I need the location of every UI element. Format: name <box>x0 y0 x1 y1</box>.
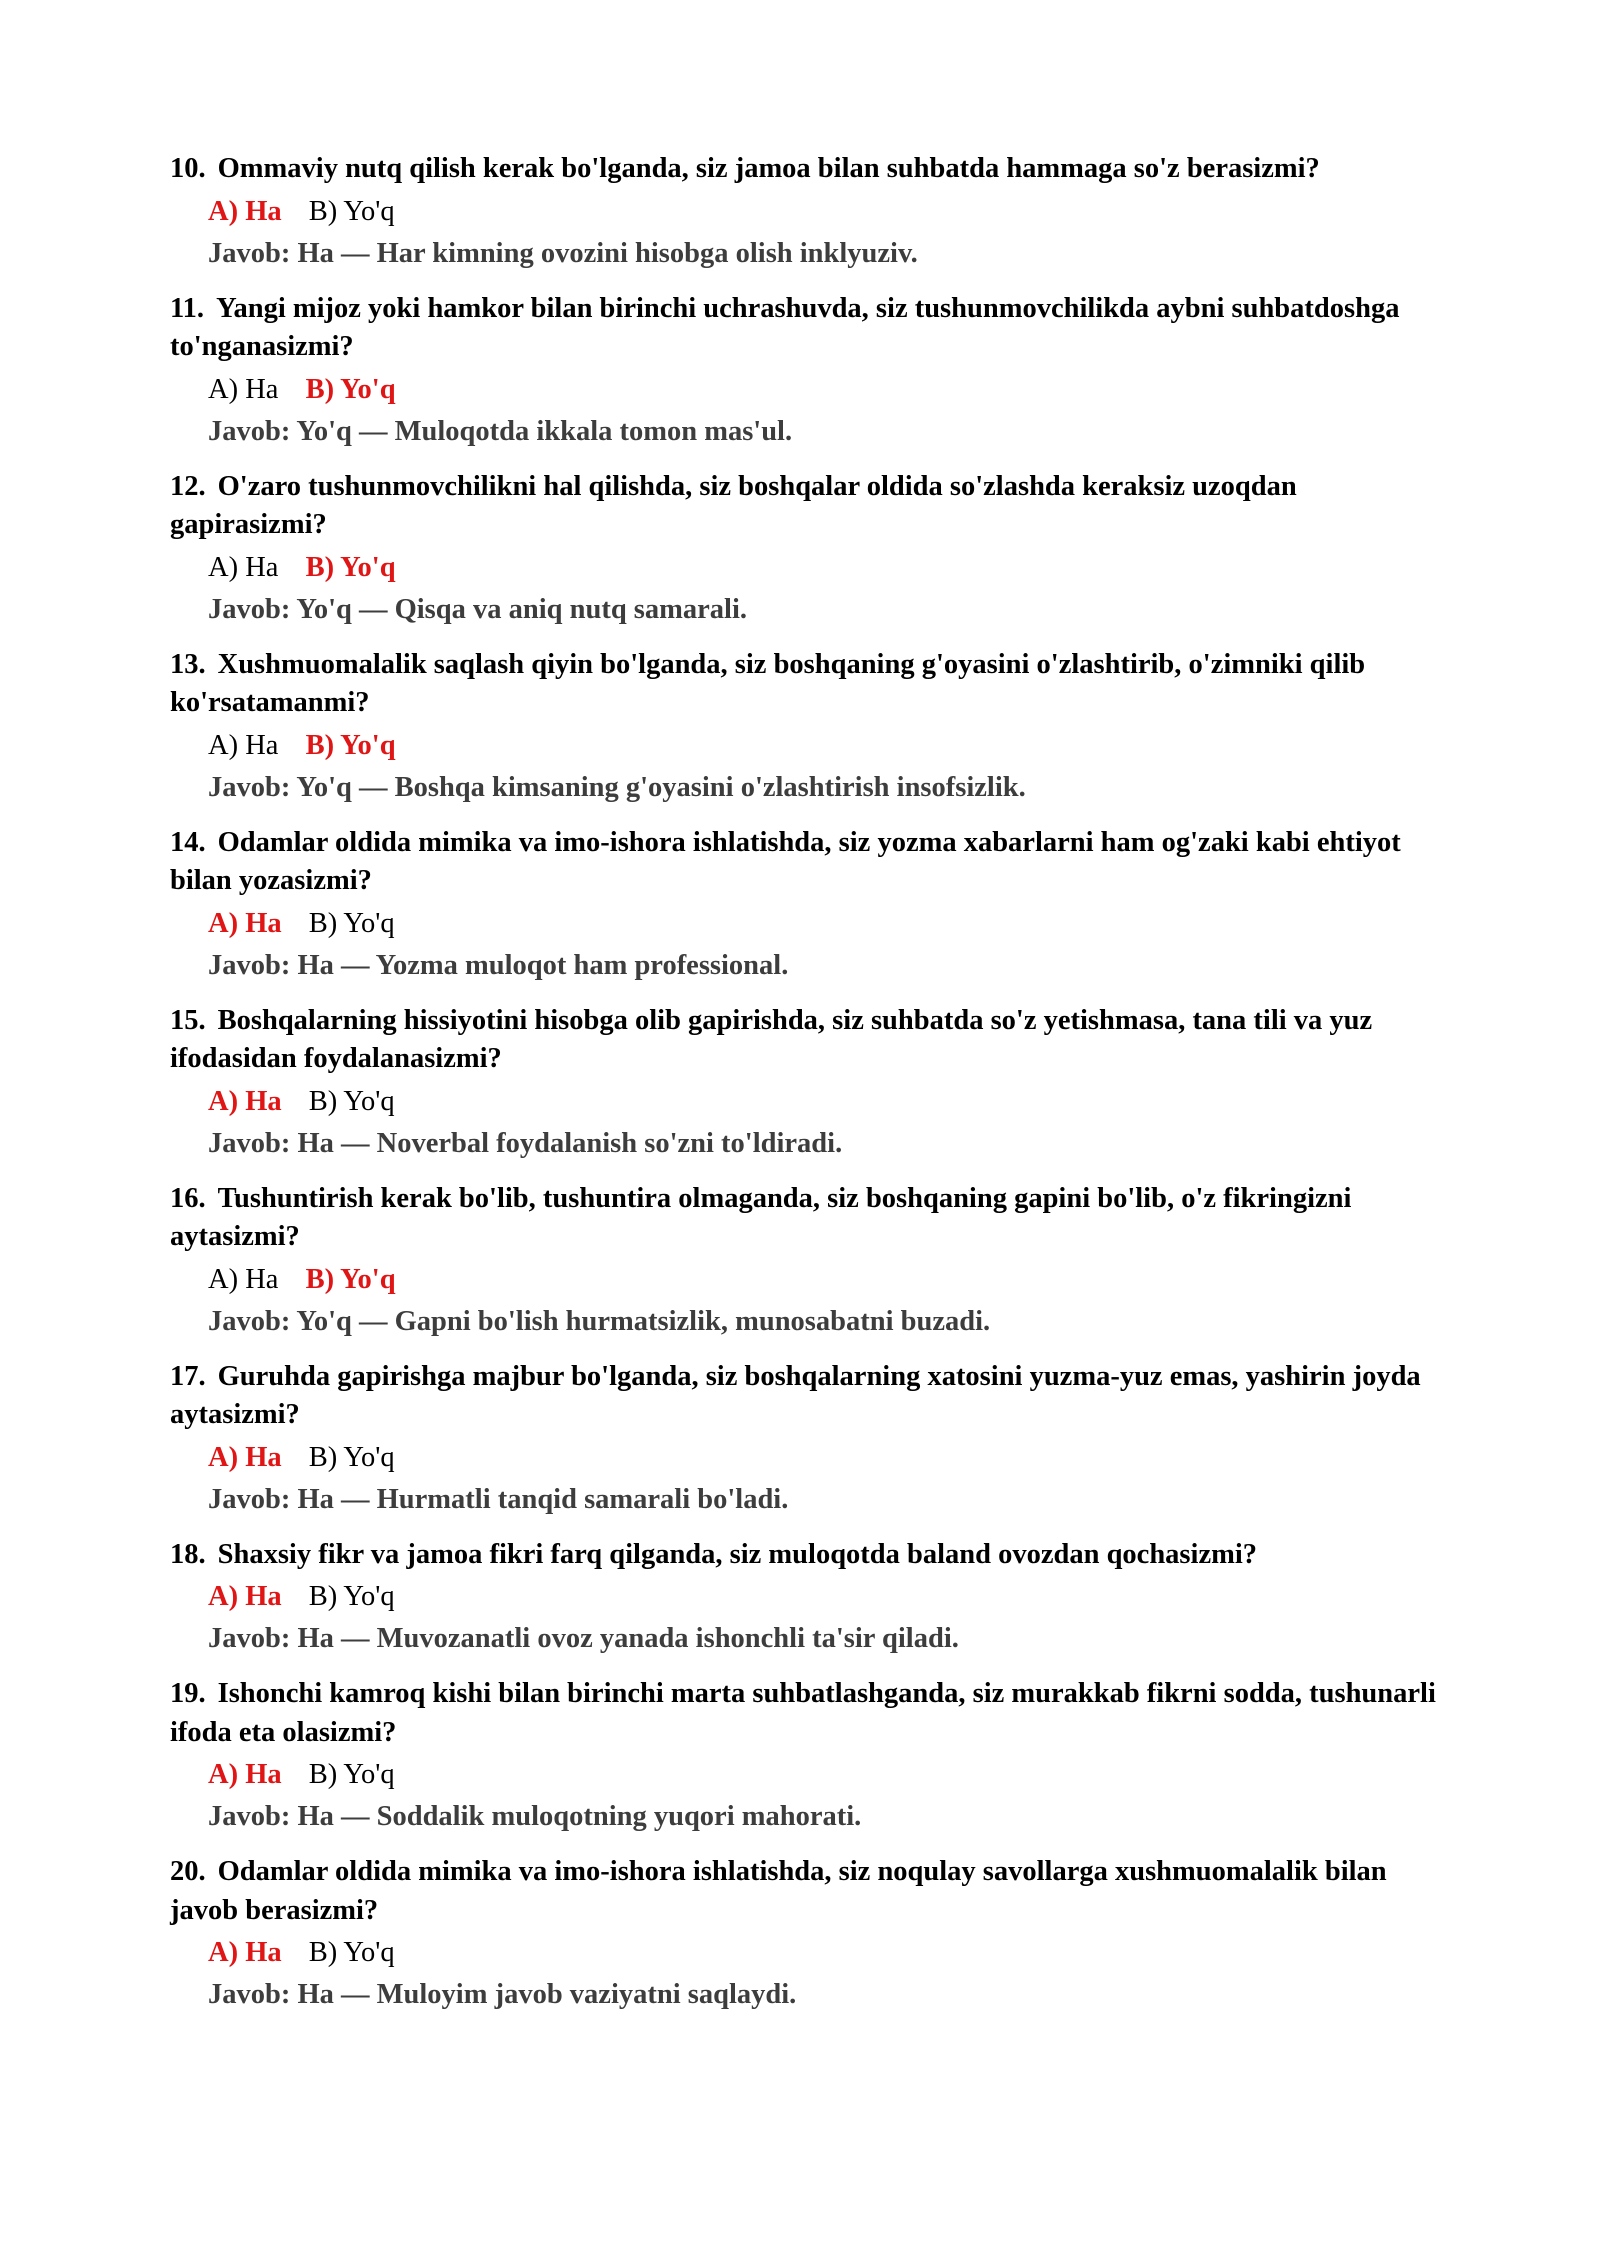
option-a: A) Ha <box>208 195 282 227</box>
question-item <box>170 290 1440 451</box>
question-body: Xushmuomalalik saqlash qiyin bo'lganda, siz boshqaning g'oyasini o'zlashtirib, o'zimniki qilib ko'rsatamanmi? <box>170 648 1366 718</box>
option-a: A) Ha <box>208 1441 282 1473</box>
question-number: 19. <box>170 1678 206 1709</box>
question-text <box>170 150 1440 189</box>
question-body: Shaxsiy fikr va jamoa fikri farq qilganda, siz muloqotda baland ovozdan qochasizmi? <box>217 1538 1257 1570</box>
answer-options <box>208 1578 1440 1616</box>
question-body: Tushuntirish kerak bo'lib, tushuntira olmaganda, siz boshqaning gapini bo'lib, o'z fikringizni aytasizmi? <box>170 1182 1352 1252</box>
option-a: A) Ha <box>208 1759 282 1790</box>
option-b: B) Yo'q <box>305 729 396 761</box>
answer-explanation: Javob: Yo'q — Muloqotda ikkala tomon mas'ul. <box>208 415 793 447</box>
option-b: B) Yo'q <box>308 1581 395 1612</box>
option-b: B) Yo'q <box>308 195 395 227</box>
answer-options <box>208 1261 1440 1299</box>
option-b: B) Yo'q <box>305 373 396 405</box>
answer-explanation: Javob: Ha — Soddalik muloqotning yuqori mahorati. <box>208 1801 862 1832</box>
question-number: 14. <box>170 826 206 858</box>
answer-options <box>208 727 1440 765</box>
option-b: B) Yo'q <box>305 551 396 583</box>
question-number: 18. <box>170 1538 206 1570</box>
question-item <box>170 1002 1440 1163</box>
question-text <box>170 824 1440 901</box>
question-body: Ommaviy nutq qilish kerak bo'lganda, siz jamoa bilan suhbatda hammaga so'z berasizmi? <box>217 153 1320 184</box>
question-number: 15. <box>170 1004 206 1036</box>
question-body: Boshqalarning hissiyotini hisobga olib gapirishda, siz suhbatda so'z yetishmasa, tana tili va yuz ifodasidan foydalanasizmi? <box>170 1004 1373 1074</box>
answer-explanation: Javob: Ha — Hurmatli tanqid samarali bo'ladi. <box>208 1483 789 1515</box>
question-body: Odamlar oldida mimika va imo-ishora ishlatishda, siz yozma xabarlarni ham og'zaki kabi ehtiyot bilan yozasizmi? <box>170 826 1401 896</box>
question-text <box>170 468 1440 545</box>
question-text <box>170 1853 1440 1930</box>
option-a: A) Ha <box>208 373 279 405</box>
question-list <box>170 150 1440 2031</box>
question-item <box>170 1675 1440 1836</box>
answer-explanation: Javob: Yo'q — Gapni bo'lish hurmatsizlik, munosabatni buzadi. <box>208 1305 991 1337</box>
question-item <box>170 1358 1440 1519</box>
question-body: Yangi mijoz yoki hamkor bilan birinchi uchrashuvda, siz tushunmovchilikda aybni suhbatdoshga to'nganasizmi? <box>170 292 1400 362</box>
question-text <box>170 1002 1440 1079</box>
answer-options <box>208 371 1440 409</box>
answer-explanation: Javob: Ha — Muloyim javob vaziyatni saqlaydi. <box>208 1979 797 2010</box>
option-a: A) Ha <box>208 1263 279 1295</box>
answer-options <box>208 1756 1440 1794</box>
answer-options <box>208 1934 1440 1972</box>
answer-explanation: Javob: Ha — Har kimning ovozini hisobga olish inklyuziv. <box>208 237 918 269</box>
answer-options <box>208 1439 1440 1477</box>
option-a: A) Ha <box>208 907 282 939</box>
option-a: A) Ha <box>208 1085 282 1117</box>
option-a: A) Ha <box>208 1937 282 1968</box>
option-a: A) Ha <box>208 729 279 761</box>
option-b: B) Yo'q <box>308 1085 395 1117</box>
question-body: Guruhda gapirishga majbur bo'lganda, siz boshqalarning xatosini yuzma-yuz emas, yashirin joyda aytasizmi? <box>170 1360 1421 1430</box>
question-text <box>170 1358 1440 1435</box>
question-item <box>170 1180 1440 1341</box>
question-number: 10. <box>170 153 206 184</box>
question-item <box>170 1853 1440 2014</box>
answer-explanation: Javob: Yo'q — Boshqa kimsaning g'oyasini o'zlashtirish insofsizlik. <box>208 771 1026 803</box>
question-item <box>170 1536 1440 1659</box>
question-body: Odamlar oldida mimika va imo-ishora ishlatishda, siz noqulay savollarga xushmuomalalik bilan javob berasizmi? <box>170 1856 1387 1926</box>
question-item <box>170 150 1440 273</box>
option-b: B) Yo'q <box>305 1263 396 1295</box>
question-body: O'zaro tushunmovchilikni hal qilishda, siz boshqalar oldida so'zlashda keraksiz uzoqdan gapirasizmi? <box>170 470 1297 540</box>
answer-explanation: Javob: Ha — Noverbal foydalanish so'zni to'ldiradi. <box>208 1127 843 1159</box>
question-number: 20. <box>170 1856 206 1887</box>
answer-options <box>208 1083 1440 1121</box>
option-b: B) Yo'q <box>308 1759 395 1790</box>
answer-explanation: Javob: Ha — Muvozanatli ovoz yanada ishonchli ta'sir qiladi. <box>208 1623 959 1654</box>
question-item <box>170 824 1440 985</box>
question-text <box>170 290 1440 367</box>
question-body: Ishonchi kamroq kishi bilan birinchi marta suhbatlashganda, siz murakkab fikrni sodda, tushunarli ifoda eta olasizmi? <box>170 1678 1436 1748</box>
question-number: 17. <box>170 1360 206 1392</box>
answer-explanation: Javob: Ha — Yozma muloqot ham professional. <box>208 949 789 981</box>
question-text <box>170 1675 1440 1752</box>
question-text <box>170 1180 1440 1257</box>
answer-options <box>208 905 1440 943</box>
question-text <box>170 646 1440 723</box>
option-a: A) Ha <box>208 1581 282 1612</box>
answer-explanation: Javob: Yo'q — Qisqa va aniq nutq samarali. <box>208 593 747 625</box>
answer-options <box>208 193 1440 231</box>
question-text <box>170 1536 1440 1575</box>
question-item <box>170 646 1440 807</box>
question-number: 13. <box>170 648 206 680</box>
question-number: 12. <box>170 470 206 502</box>
option-b: B) Yo'q <box>308 1937 395 1968</box>
question-number: 11. <box>170 292 205 324</box>
option-b: B) Yo'q <box>308 1441 395 1473</box>
question-number: 16. <box>170 1182 206 1214</box>
question-item <box>170 468 1440 629</box>
option-b: B) Yo'q <box>308 907 395 939</box>
option-a: A) Ha <box>208 551 279 583</box>
answer-options <box>208 549 1440 587</box>
